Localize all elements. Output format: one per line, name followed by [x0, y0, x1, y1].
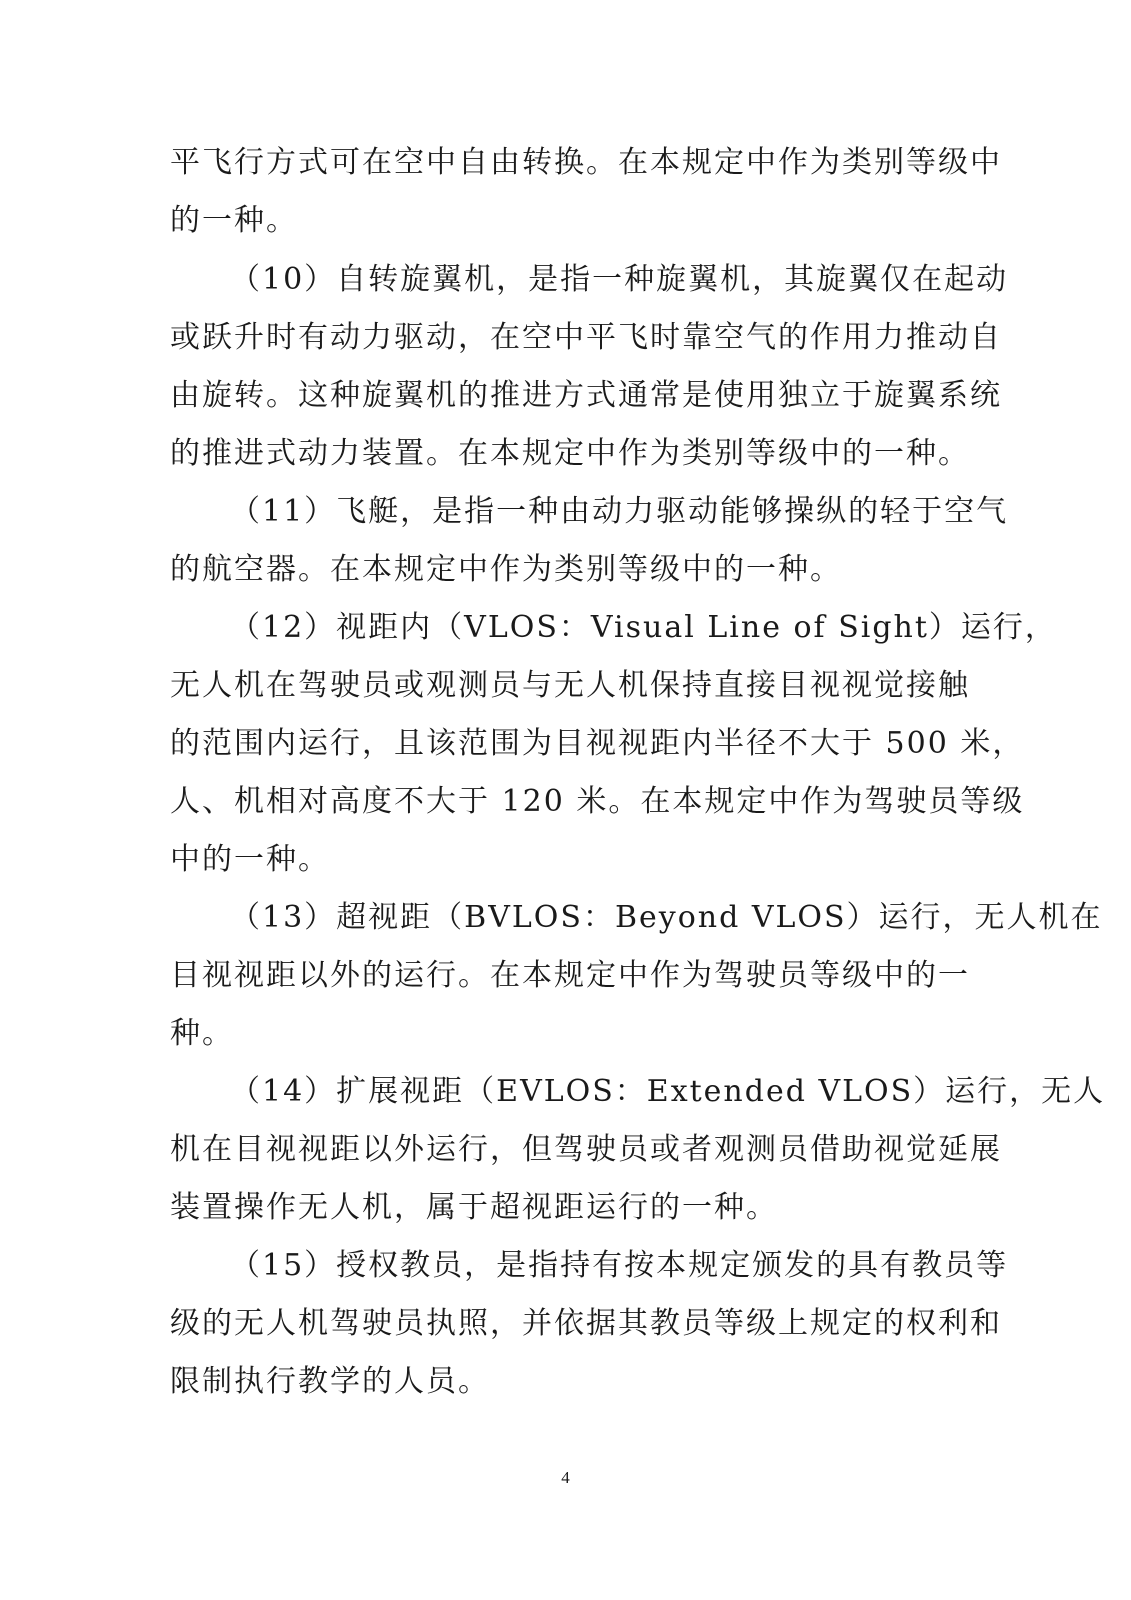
text-line: 由旋转。这种旋翼机的推进方式通常是使用独立于旋翼系统 — [170, 378, 1002, 413]
paragraph-14-start: （14）扩展视距（EVLOS：Extended VLOS）运行，无人 — [230, 1074, 1106, 1109]
paragraph-11-start: （11）飞艇，是指一种由动力驱动能够操纵的轻于空气 — [230, 494, 1009, 529]
text-line: 的推进式动力装置。在本规定中作为类别等级中的一种。 — [170, 436, 970, 471]
text-line: 的一种。 — [170, 203, 298, 238]
text-line: 的航空器。在本规定中作为类别等级中的一种。 — [170, 552, 842, 587]
text-line: 无人机在驾驶员或观测员与无人机保持直接目视视觉接触 — [170, 668, 970, 703]
paragraph-10-start: （10）自转旋翼机，是指一种旋翼机，其旋翼仅在起动 — [230, 262, 1009, 297]
text-line: 的范围内运行，且该范围为目视视距内半径不大于 500 米， — [170, 726, 1025, 761]
text-line: 人、机相对高度不大于 120 米。在本规定中作为驾驶员等级 — [170, 784, 1025, 819]
text-line: 装置操作无人机，属于超视距运行的一种。 — [170, 1190, 778, 1225]
text-line: 级的无人机驾驶员执照，并依据其教员等级上规定的权利和 — [170, 1306, 1002, 1341]
text-line: 或跃升时有动力驱动，在空中平飞时靠空气的作用力推动自 — [170, 320, 1002, 355]
paragraph-13-start: （13）超视距（BVLOS：Beyond VLOS）运行，无人机在 — [230, 900, 1103, 935]
text-line: 平飞行方式可在空中自由转换。在本规定中作为类别等级中 — [170, 145, 1002, 180]
page-number: 4 — [561, 1468, 570, 1487]
text-line: 种。 — [170, 1016, 234, 1051]
text-line: 限制执行教学的人员。 — [170, 1364, 490, 1399]
paragraph-15-start: （15）授权教员，是指持有按本规定颁发的具有教员等 — [230, 1248, 1009, 1283]
text-line: 机在目视视距以外运行，但驾驶员或者观测员借助视觉延展 — [170, 1132, 1002, 1167]
text-line: 中的一种。 — [170, 842, 330, 877]
paragraph-12-start: （12）视距内（VLOS：Visual Line of Sight）运行， — [230, 610, 1057, 645]
text-line: 目视视距以外的运行。在本规定中作为驾驶员等级中的一 — [170, 958, 970, 993]
